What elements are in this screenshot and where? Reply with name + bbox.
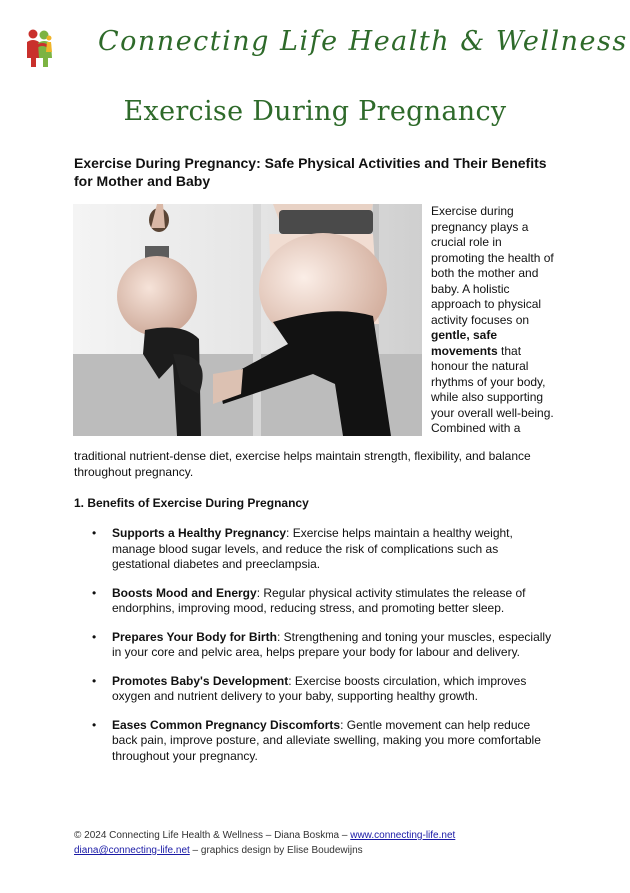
benefit-title: Boosts Mood and Energy	[112, 585, 257, 600]
footer	[74, 828, 455, 858]
site-title: Connecting Life Health & Wellness	[98, 26, 628, 57]
benefit-title: Promotes Baby's Development	[112, 673, 289, 688]
people-hug-logo-icon	[22, 28, 56, 68]
intro-paragraph	[431, 204, 556, 437]
intro-text-bold: gentle, safe movements	[431, 328, 498, 358]
benefit-text: : Gentle movement can help reduce back pain, improve posture, and alleviate swelling, making you more comfortable throughout your pregnancy.	[112, 717, 541, 763]
intro-paragraph-continued: traditional nutrient-dense diet, exercise helps maintain strength, flexibility, and balance throughout pregnancy.	[74, 449, 531, 479]
intro-text-part2: that honour the natural rhythms of your body, while also supporting your overall well-being. Combined with a	[431, 343, 554, 435]
pregnant-women-yoga-tree-pose-photo	[73, 204, 422, 436]
bullet-icon: •	[92, 585, 97, 600]
bullet-icon: •	[92, 526, 97, 540]
benefit-text: : Strengthening and toning your muscles, especially in your core and pelvic area, helps prepare your body for labour and delivery.	[112, 629, 552, 659]
benefit-title: Prepares Your Body for Birth	[112, 629, 277, 644]
list-item	[92, 674, 558, 705]
page-title: Exercise During Pregnancy	[123, 96, 507, 127]
footer-copyright: © 2024 Connecting Life Health & Wellness – Diana Boskma –	[74, 830, 351, 841]
intro-text-part1: Exercise during pregnancy plays a crucial role in promoting the health of both the mother and baby. A holistic approach to physical activity focuses on	[431, 204, 554, 327]
list-item	[92, 718, 558, 765]
website-link[interactable]: www.connecting-life.net	[350, 830, 456, 841]
article-heading: Exercise During Pregnancy: Safe Physical Activities and Their Benefits for Mother and Baby	[74, 155, 547, 189]
footer-credit: – graphics design by Elise Boudewijns	[189, 845, 363, 856]
footer-line-1	[74, 828, 455, 843]
footer-line-2	[74, 843, 455, 858]
benefits-list	[92, 526, 558, 777]
email-link[interactable]: diana@connecting-life.net	[74, 845, 190, 856]
section-heading: 1. Benefits of Exercise During Pregnancy	[74, 496, 309, 510]
bullet-icon: •	[92, 629, 97, 644]
benefit-title: Eases Common Pregnancy Discomforts	[112, 717, 341, 732]
benefit-title: Supports a Healthy Pregnancy	[112, 526, 287, 540]
list-item	[92, 526, 558, 573]
benefit-text: : Exercise helps maintain a healthy weight, manage blood sugar levels, and reduce the risk of complications such as gestational diabetes and preeclampsia.	[112, 526, 513, 571]
benefit-text: : Regular physical activity stimulates the release of endorphins, improving mood, reducing stress, and promoting better sleep.	[112, 585, 526, 615]
bullet-icon: •	[92, 673, 97, 688]
bullet-icon: •	[92, 717, 97, 732]
list-item	[92, 586, 558, 617]
list-item	[92, 630, 558, 661]
benefit-text: : Exercise boosts circulation, which improves oxygen and nutrient delivery to your baby, supporting healthy growth.	[112, 673, 527, 703]
